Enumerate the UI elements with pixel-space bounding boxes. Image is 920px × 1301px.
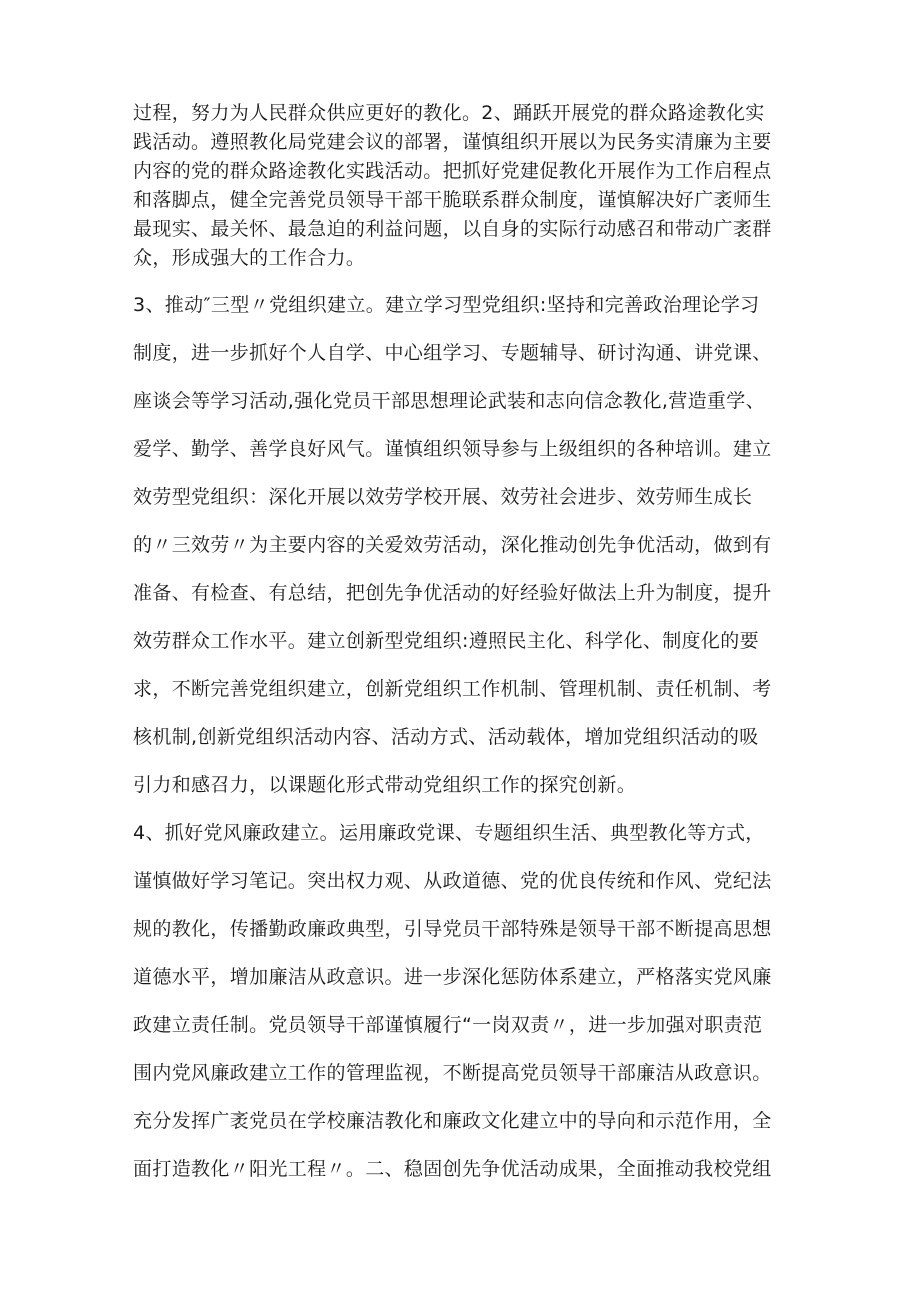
text-line: 爱学、勤学、善学良好风气。谨慎组织领导参与上级组织的各种培训。建立 <box>133 438 772 460</box>
text-line: 过程，努力为人民群众供应更好的教化。2、踊跃开展党的群众路途教化实 <box>133 102 765 124</box>
text-line: 3、推动″三型〃党组织建立。建立学习型党组织:坚持和完善政治理论学习 <box>133 294 760 316</box>
text-line: 效劳型党组织：深化开展以效劳学校开展、效劳社会进步、效劳师生成长 <box>133 486 753 508</box>
text-line: 面打造教化〃阳光工程〃。二、稳固创先争优活动成果，全面推动我校党组 <box>133 1158 772 1180</box>
text-line: 求，不断完善党组织建立，创新党组织工作机制、管理机制、责任机制、考 <box>133 678 772 700</box>
text-line: 座谈会等学习活动,强化党员干部思想理论武装和志向信念教化,营造重学、 <box>133 390 765 412</box>
text-line: 核机制,创新党组织活动内容、活动方式、活动载体，增加党组织活动的吸 <box>133 726 759 748</box>
text-line: 围内党风廉政建立工作的管理监视，不断提高党员领导干部廉洁从政意识。 <box>133 1062 772 1084</box>
text-line: 引力和感召力，以课题化形式带动党组织工作的探究创新。 <box>133 774 637 796</box>
text-line: 和落脚点，健全完善党员领导干部干脆联系群众制度，谨慎解决好广袤师生 <box>133 189 772 211</box>
text-line: 践活动。遵照教化局党建会议的部署，谨慎组织开展以为民务实清廉为主要 <box>133 131 772 153</box>
text-line: 最现实、最关怀、最急迫的利益问题，以自身的实际行动感召和带动广袤群 <box>133 218 772 240</box>
text-line: 效劳群众工作水平。建立创新型党组织:遵照民主化、科学化、制度化的要 <box>133 630 759 652</box>
text-line: 充分发挥广袤党员在学校廉洁教化和廉政文化建立中的导向和示范作用，全 <box>133 1110 772 1132</box>
text-line: 谨慎做好学习笔记。突出权力观、从政道德、党的优良传统和作风、党纪法 <box>133 870 772 892</box>
text-line: 内容的党的群众路途教化实践活动。把抓好党建促教化开展作为工作启程点 <box>133 160 772 182</box>
text-line: 准备、有检查、有总结，把创先争优活动的好经验好做法上升为制度，提升 <box>133 582 772 604</box>
text-line: 规的教化，传播勤政廉政典型，引导党员干部特殊是领导干部不断提高思想 <box>133 918 772 940</box>
text-line: 道德水平，增加廉洁从政意识。进一步深化惩防体系建立，严格落实党风廉 <box>133 966 772 988</box>
text-line: 制度，进一步抓好个人自学、中心组学习、专题辅导、研讨沟通、讲党课、 <box>133 342 772 364</box>
text-line: 的〃三效劳〃为主要内容的关爱效劳活动，深化推动创先争优活动，做到有 <box>133 534 772 556</box>
text-line: 政建立责任制。党员领导干部谨慎履行“一岗双责〃，进一步加强对职责范 <box>133 1014 763 1036</box>
text-line: 4、抓好党风廉政建立。运用廉政党课、专题组织生活、典型教化等方式， <box>133 822 765 844</box>
text-line: 众，形成强大的工作合力。 <box>133 247 366 269</box>
